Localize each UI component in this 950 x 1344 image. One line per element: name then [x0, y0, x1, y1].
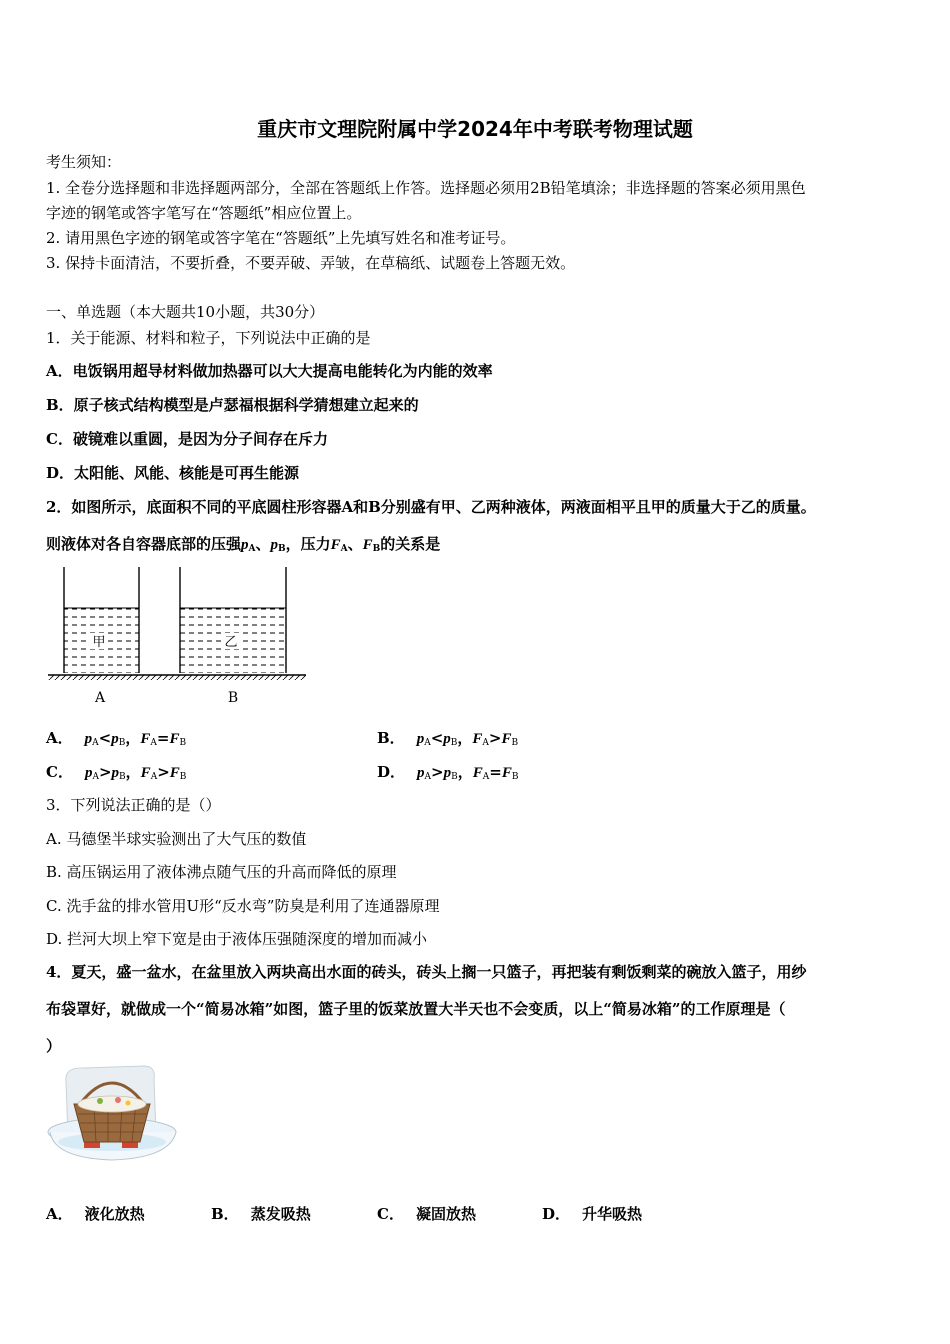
notice-heading: 考生须知：: [46, 153, 122, 171]
q1-option-c: C．破镜难以重圆，是因为分子间存在斥力: [46, 430, 328, 448]
container-a-label: A: [94, 690, 106, 706]
notice-line-2: 字迹的钢笔或答字笔写在“答题纸”相应位置上。: [46, 204, 362, 222]
section-heading: 一、单选题（本大题共10小题，共30分）: [46, 303, 325, 321]
liquid-a-label: 甲: [92, 635, 106, 650]
q1-stem: 1．关于能源、材料和粒子，下列说法中正确的是: [46, 329, 371, 347]
q2-stem-line1: 2．如图所示，底面积不同的平底圆柱形容器A和B分别盛有甲、乙两种液体，两液面相平且甲的质量大于乙的质量。: [46, 498, 816, 516]
liquid-b-label: 乙: [224, 635, 238, 650]
q4-option-b: B． 蒸发吸热: [211, 1205, 311, 1223]
q2-containers-figure: [44, 565, 314, 710]
notice-line-4: 3. 保持卡面清洁，不要折叠，不要弄破、弄皱，在草稿纸、试题卷上答题无效。: [46, 254, 576, 272]
q2-option-b: B． $p_A<p_B$，$F_A>F_B$: [377, 729, 519, 748]
q2-option-c: C． $p_A>p_B$，$F_A>F_B$: [46, 763, 187, 782]
q4-stem-line2: 布袋罩好，就做成一个“简易冰箱”如图，篮子里的饭菜放置大半天也不会变质，以上“简易冰箱”的工作原理是（: [46, 1000, 786, 1018]
q1-option-d: D．太阳能、风能、核能是可再生能源: [46, 464, 300, 482]
q4-option-c: C． 凝固放热: [377, 1205, 476, 1223]
q3-option-b: B. 高压锅运用了液体沸点随气压的升高而降低的原理: [46, 863, 397, 881]
q4-stem-line1: 4．夏天，盛一盆水，在盆里放入两块高出水面的砖头，砖头上搁一只篮子，再把装有剩饭剩菜的碗放入篮子，用纱: [46, 963, 807, 981]
notice-line-1: 1. 全卷分选择题和非选择题两部分，全部在答题纸上作答。选择题必须用2B铅笔填涂；非选择题的答案必须用黑色: [46, 179, 806, 197]
page-title: 重庆市文理院附属中学2024年中考联考物理试题: [257, 117, 693, 141]
q4-option-a: A． 液化放热: [46, 1205, 145, 1223]
q3-stem: 3．下列说法正确的是（）: [46, 796, 221, 814]
notice-line-3: 2. 请用黑色字迹的钢笔或答字笔在“答题纸”上先填写姓名和准考证号。: [46, 229, 516, 247]
q4-simple-fridge-figure: [44, 1062, 184, 1172]
q4-option-d: D． 升华吸热: [542, 1205, 643, 1223]
q3-option-a: A. 马德堡半球实验测出了大气压的数值: [46, 830, 307, 848]
q4-stem-line3: ）: [46, 1037, 62, 1055]
q3-option-d: D. 拦河大坝上窄下宽是由于液体压强随深度的增加而减小: [46, 930, 428, 948]
q1-option-a: A．电饭锅用超导材料做加热器可以大大提高电能转化为内能的效率: [46, 362, 493, 380]
q2-option-a: A． $p_A<p_B$，$F_A=F_B$: [46, 729, 187, 748]
q3-option-c: C. 洗手盆的排水管用U形“反水弯”防臭是利用了连通器原理: [46, 897, 440, 915]
container-b-label: B: [227, 690, 239, 706]
q2-option-d: D． $p_A>p_B$，$F_A=F_B$: [377, 763, 519, 782]
q2-stem-line2: 则液体对各自容器底部的压强$p_A$、$p_B$，压力$F_A$、$F_B$的关系是: [46, 535, 441, 554]
q1-option-b: B．原子核式结构模型是卢瑟福根据科学猜想建立起来的: [46, 396, 419, 414]
